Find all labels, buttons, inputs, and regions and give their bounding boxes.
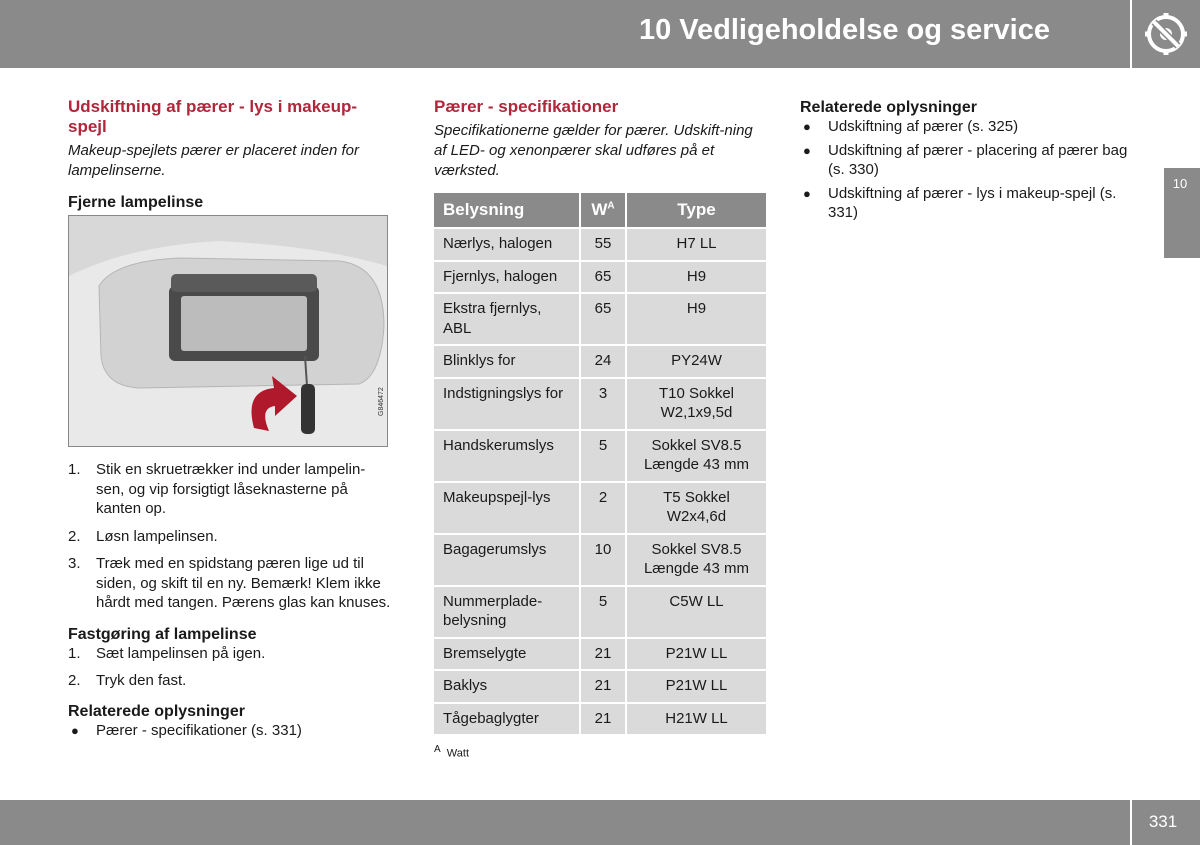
- step-number: 2.: [68, 527, 81, 545]
- cell-lighting: Bremselygte: [434, 639, 579, 670]
- left-column: [68, 97, 390, 212]
- chapter-icon-box: [1132, 0, 1200, 68]
- cell-type: H21W LL: [625, 704, 766, 735]
- cell-lighting: Baklys: [434, 671, 579, 702]
- step-text: Sæt lampelinsen på igen.: [96, 644, 266, 662]
- cell-watt: 55: [579, 229, 625, 260]
- cell-watt: 65: [579, 262, 625, 293]
- cell-type: P21W LL: [625, 671, 766, 702]
- figure-code: G846472: [378, 387, 385, 416]
- chapter-title: 10 Vedligeholdelse og service: [638, 14, 1050, 46]
- page-number: 331: [1148, 812, 1178, 831]
- step-text: Træk med en spidstang pæren lige ud til siden, og skift til en ny. Bemærk! Klem ikke hårdt med tangen. Pærens glas kan knuses.: [96, 555, 391, 611]
- left-column-steps: [68, 460, 393, 740]
- step-item: [68, 527, 393, 547]
- fasten-lens-heading: Fastgøring af lampelinse: [68, 625, 257, 643]
- section-intro: Makeup-spejlets pærer er placeret inden for lampelinserne.: [68, 142, 359, 179]
- table-header-row: [434, 193, 766, 227]
- cell-lighting: Nummerplade-belysning: [434, 587, 579, 637]
- cell-type: H7 LL: [625, 229, 766, 260]
- table-footnote: $^A$ Watt: [434, 744, 470, 760]
- cell-lighting: Makeupspejl-lys: [434, 483, 579, 533]
- related-heading-right: Relaterede oplysninger: [800, 99, 977, 116]
- cell-watt: 24: [579, 346, 625, 377]
- step-number: 3.: [68, 555, 81, 572]
- related-list-left: [68, 721, 393, 741]
- cell-lighting: Tågebaglygter: [434, 704, 579, 735]
- table-row: [434, 294, 766, 344]
- step-number: 2.: [68, 672, 81, 689]
- table-row: [434, 639, 766, 670]
- table-row: [434, 431, 766, 481]
- cell-type: H9: [625, 294, 766, 344]
- cell-lighting: Blinklys for: [434, 346, 579, 377]
- cell-lighting: Handskerumslys: [434, 431, 579, 481]
- related-link[interactable]: [68, 721, 393, 741]
- related-link[interactable]: [800, 184, 1130, 223]
- table-row: [434, 379, 766, 429]
- chapter-tab-label: 10: [1172, 176, 1188, 191]
- cell-watt: 5: [579, 587, 625, 637]
- header-band: [0, 0, 1130, 68]
- table-row: [434, 346, 766, 377]
- related-link[interactable]: [800, 117, 1130, 137]
- wrench-gear-icon: [1132, 0, 1200, 68]
- related-link-text[interactable]: Udskiftning af pærer - lys i makeup-spejl (s. 331): [828, 184, 1117, 221]
- cell-type: Sokkel SV8.5 Længde 43 mm: [625, 535, 766, 585]
- table-row: [434, 704, 766, 735]
- step-item: [68, 554, 393, 613]
- cell-watt: 3: [579, 379, 625, 429]
- step-text: Løsn lampelinsen.: [96, 527, 218, 545]
- specs-intro: Specifikationerne gælder for pærer. Udskift-ning af LED- og xenonpærer skal udføres på et værksted.: [434, 122, 753, 179]
- step-item: [68, 644, 393, 664]
- table-row: [434, 535, 766, 585]
- cell-lighting: Fjernlys, halogen: [434, 262, 579, 293]
- table-row: [434, 262, 766, 293]
- cell-type: H9: [625, 262, 766, 293]
- related-link-text[interactable]: Udskiftning af pærer (s. 325): [828, 118, 1019, 135]
- section-title-makeup-mirror: Udskiftning af pærer - lys i makeup-spejl: [68, 97, 358, 136]
- step-number: 1.: [68, 461, 81, 478]
- cell-lighting: Nærlys, halogen: [434, 229, 579, 260]
- remove-steps-list: [68, 460, 393, 613]
- header-lighting: Belysning: [434, 193, 579, 227]
- table-row: [434, 483, 766, 533]
- cell-watt: 2: [579, 483, 625, 533]
- middle-column: [434, 97, 759, 181]
- bullet-icon: ●: [71, 722, 79, 738]
- related-link-text[interactable]: Udskiftning af pærer - placering af pærer bag (s. 330): [828, 141, 1128, 178]
- right-column: [800, 98, 1130, 223]
- related-link-text[interactable]: Pærer - specifikationer (s. 331): [96, 721, 302, 739]
- cell-watt: 5: [579, 431, 625, 481]
- table-row: [434, 587, 766, 637]
- remove-lens-heading: Fjerne lampelinse: [68, 194, 204, 211]
- header-watt: $W^A$: [579, 193, 625, 227]
- bulb-spec-table: [434, 191, 766, 736]
- related-list-right: [800, 117, 1130, 223]
- bullet-icon: ●: [803, 185, 811, 201]
- cell-watt: 21: [579, 704, 625, 735]
- step-item: [68, 671, 393, 691]
- bullet-icon: ●: [803, 142, 811, 158]
- cell-watt: 10: [579, 535, 625, 585]
- step-number: 1.: [68, 644, 81, 662]
- sun-visor-drawing: [69, 216, 387, 446]
- cell-type: T5 Sokkel W2x4,6d: [625, 483, 766, 533]
- table-row: [434, 229, 766, 260]
- cell-lighting: Indstigningslys for: [434, 379, 579, 429]
- cell-type: Sokkel SV8.5 Længde 43 mm: [625, 431, 766, 481]
- cell-watt: 21: [579, 671, 625, 702]
- cell-type: P21W LL: [625, 639, 766, 670]
- table-row: [434, 671, 766, 702]
- header-type: Type: [625, 193, 766, 227]
- related-heading-left: Relaterede oplysninger: [68, 702, 245, 720]
- bullet-icon: ●: [803, 119, 811, 134]
- cell-watt: 65: [579, 294, 625, 344]
- cell-type: T10 Sokkel W2,1x9,5d: [625, 379, 766, 429]
- cell-lighting: Bagagerumslys: [434, 535, 579, 585]
- cell-lighting: Ekstra fjernlys, ABL: [434, 294, 579, 344]
- fasten-steps-list: [68, 644, 393, 691]
- footer-band: [0, 800, 1130, 845]
- step-text: Stik en skruetrækker ind under lampelin-sen, og vip forsigtigt låseknasterne på kanten op.: [96, 461, 366, 517]
- step-text: Tryk den fast.: [96, 672, 187, 689]
- related-link[interactable]: [800, 141, 1130, 180]
- cell-type: C5W LL: [625, 587, 766, 637]
- cell-type: PY24W: [625, 346, 766, 377]
- sun-visor-illustration: [68, 215, 388, 447]
- cell-watt: 21: [579, 639, 625, 670]
- step-item: [68, 460, 393, 519]
- section-title-bulb-specs: Pærer - specifikationer: [434, 97, 619, 116]
